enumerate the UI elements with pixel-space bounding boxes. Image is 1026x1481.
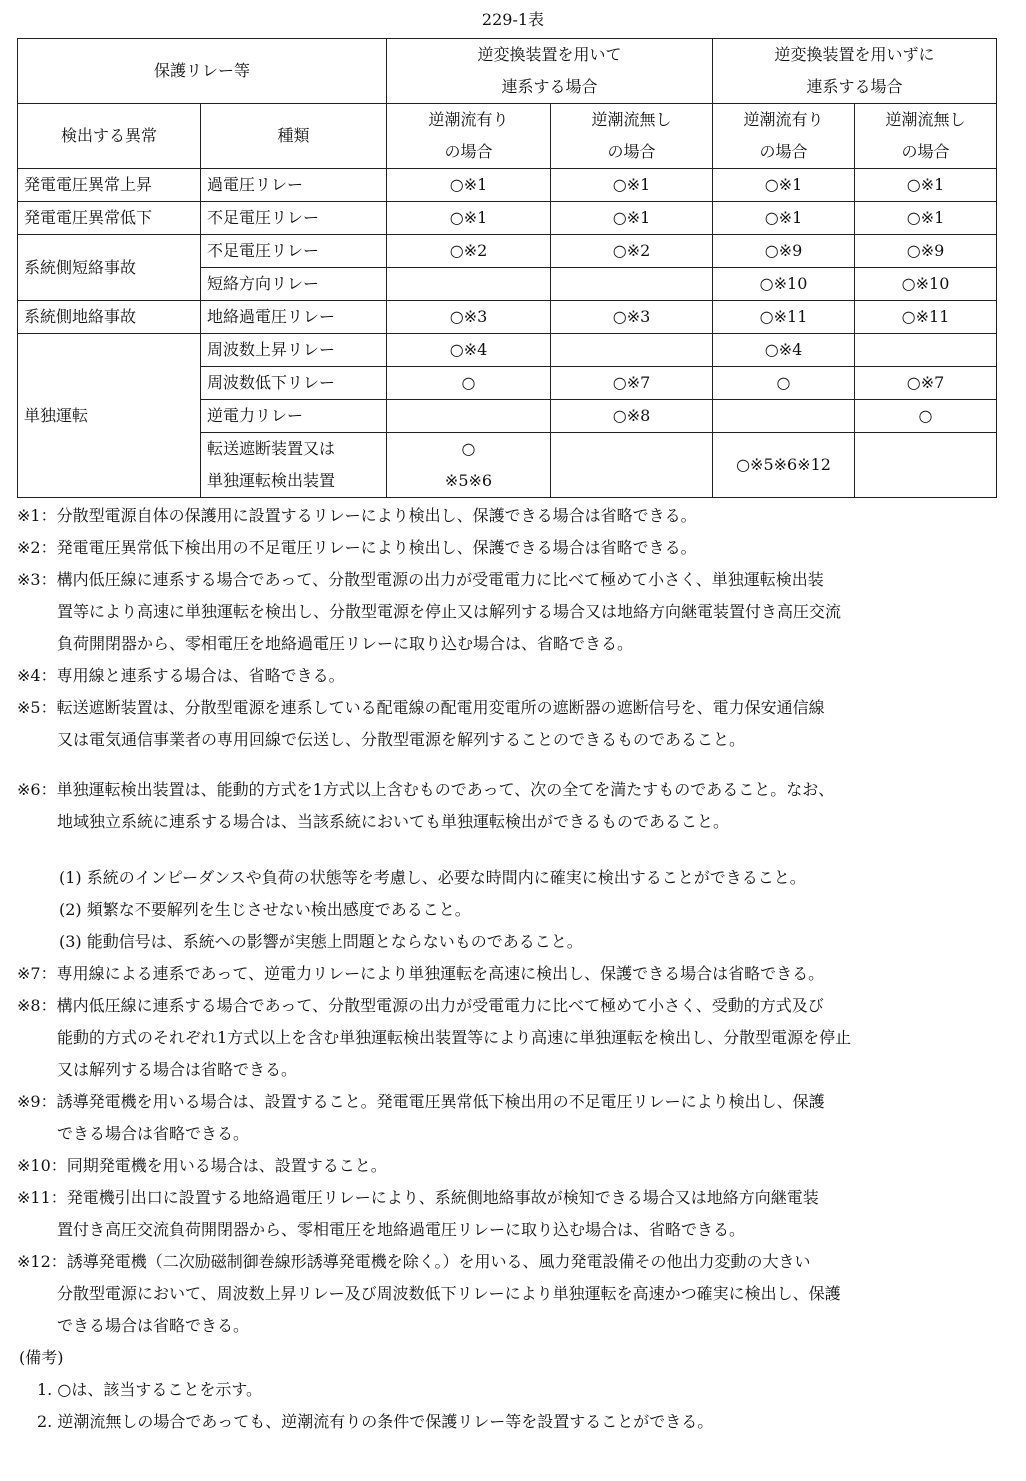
value-cell: ○ ※5※6 xyxy=(387,433,551,498)
note-item: ※2： 発電電圧異常低下検出用の不足電圧リレーにより検出し、保護できる場合は省略できる。 xyxy=(17,538,697,557)
value-cell: ○※1 xyxy=(387,169,551,202)
value-cell: ○※9 xyxy=(713,235,855,268)
subitem: (2) 頻繁な不要解列を生じさせない検出感度であること。 xyxy=(59,900,471,919)
value-cell: ○※1 xyxy=(855,169,997,202)
note-item: ※1： 分散型電源自体の保護用に設置するリレーにより検出し、保護できる場合は省略できる。 xyxy=(17,506,697,525)
note-continuation: 地域独立系統に連系する場合は、当該系統においても単独運転検出ができるものであること。 xyxy=(57,812,730,831)
value-cell: ○※11 xyxy=(855,301,997,334)
table-row xyxy=(18,235,997,268)
remark-item: 1. ○は、該当することを示す。 xyxy=(37,1380,263,1399)
value-cell xyxy=(387,268,551,301)
relay-kind-cell: 不足電圧リレー xyxy=(201,235,387,268)
note-continuation: 又は電気通信事業者の専用回線で伝送し、分散型電源を解列することのできるものであること。 xyxy=(57,730,746,749)
value-cell: ○※1 xyxy=(855,202,997,235)
note-continuation: 又は解列する場合は省略できる。 xyxy=(57,1060,298,1079)
note-item: ※8： 構内低圧線に連系する場合であって、分散型電源の出力が受電電力に比べて極めて小さく、受動的方式及び xyxy=(17,996,824,1015)
table-title: 229-1表 xyxy=(481,10,545,29)
value-cell: ○※4 xyxy=(713,334,855,367)
header-reverse-no: 逆潮流無し の場合 xyxy=(855,104,997,169)
remarks-title: (備考) xyxy=(19,1348,64,1367)
value-cell: ○※1 xyxy=(713,169,855,202)
relay-kind-cell: 周波数上昇リレー xyxy=(201,334,387,367)
value-cell: ○※7 xyxy=(551,367,713,400)
abnormality-cell: 発電電圧異常低下 xyxy=(18,202,201,235)
value-cell xyxy=(855,334,997,367)
relay-kind-cell: 地絡過電圧リレー xyxy=(201,301,387,334)
relay-kind-cell: 過電圧リレー xyxy=(201,169,387,202)
note-continuation: 置付き高圧交流負荷開閉器から、零相電圧を地絡過電圧リレーに取り込む場合は、省略できる。 xyxy=(57,1220,746,1239)
note-continuation: 能動的方式のそれぞれ1方式以上を含む単独運転検出装置等により高速に単独運転を検出し、分散型電源を停止 xyxy=(57,1028,852,1047)
value-cell: ○※2 xyxy=(551,235,713,268)
header-reverse-yes: 逆潮流有り の場合 xyxy=(387,104,551,169)
value-cell: ○※2 xyxy=(387,235,551,268)
note-item: ※3： 構内低圧線に連系する場合であって、分散型電源の出力が受電電力に比べて極めて小さく、単独運転検出装 xyxy=(17,570,824,589)
table-row xyxy=(18,334,997,367)
value-cell: ○※8 xyxy=(551,400,713,433)
note-item: ※12： 誘導発電機（二次励磁制御巻線形誘導発電機を除く。）を用いる、風力発電設備その他出力変動の大きい xyxy=(17,1252,811,1271)
header-reverse-no: 逆潮流無し の場合 xyxy=(551,104,713,169)
header-abnormality: 検出する異常 xyxy=(18,104,201,169)
abnormality-cell: 発電電圧異常上昇 xyxy=(18,169,201,202)
note-continuation: できる場合は省略できる。 xyxy=(57,1316,250,1335)
value-cell xyxy=(551,334,713,367)
note-item: ※4： 専用線と連系する場合は、省略できる。 xyxy=(17,666,345,685)
note-item: ※9： 誘導発電機を用いる場合は、設置すること。発電電圧異常低下検出用の不足電圧リレーにより検出し、保護 xyxy=(17,1092,825,1111)
value-cell xyxy=(855,433,997,498)
value-cell: ○※4 xyxy=(387,334,551,367)
value-cell: ○※3 xyxy=(387,301,551,334)
relay-kind-cell: 周波数低下リレー xyxy=(201,367,387,400)
value-cell xyxy=(713,400,855,433)
relay-kind-cell: 不足電圧リレー xyxy=(201,202,387,235)
note-continuation: 負荷開閉器から、零相電圧を地絡過電圧リレーに取り込む場合は、省略できる。 xyxy=(57,634,634,653)
note-item: ※7： 専用線による連系であって、逆電力リレーにより単独運転を高速に検出し、保護できる場合は省略できる。 xyxy=(17,964,825,983)
value-cell: ○※5※6※12 xyxy=(713,433,855,498)
value-cell: ○※1 xyxy=(387,202,551,235)
table-row xyxy=(18,202,997,235)
remark-item: 2. 逆潮流無しの場合であっても、逆潮流有りの条件で保護リレー等を設置することができる。 xyxy=(37,1412,714,1431)
value-cell: ○ xyxy=(713,367,855,400)
value-cell: ○※1 xyxy=(551,202,713,235)
value-cell: ○ xyxy=(855,400,997,433)
abnormality-cell: 単独運転 xyxy=(18,334,201,498)
note-continuation: できる場合は省略できる。 xyxy=(57,1124,250,1143)
table-row xyxy=(18,169,997,202)
note-continuation: 分散型電源において、周波数上昇リレー及び周波数低下リレーにより単独運転を高速かつ確実に検出し、保護 xyxy=(57,1284,841,1303)
value-cell: ○※1 xyxy=(713,202,855,235)
note-item: ※11： 発電機引出口に設置する地絡過電圧リレーにより、系統側地絡事故が検知できる場合又は地絡方向継電装 xyxy=(17,1188,819,1207)
note-item: ※10： 同期発電機を用いる場合は、設置すること。 xyxy=(17,1156,387,1175)
note-item: ※5： 転送遮断装置は、分散型電源を連系している配電線の配電用変電所の遮断器の遮断信号を、電力保安通信線 xyxy=(17,698,825,717)
abnormality-cell: 系統側短絡事故 xyxy=(18,235,201,301)
value-cell: ○※3 xyxy=(551,301,713,334)
value-cell: ○※11 xyxy=(713,301,855,334)
subitem: (1) 系統のインピーダンスや負荷の状態等を考慮し、必要な時間内に確実に検出することができること。 xyxy=(59,868,806,887)
header-reverse-yes: 逆潮流有り の場合 xyxy=(713,104,855,169)
value-cell: ○※10 xyxy=(855,268,997,301)
note-continuation: 置等により高速に単独運転を検出し、分散型電源を停止又は解列する場合又は地絡方向継電装置付き高圧交流 xyxy=(57,602,842,621)
header-with-inverter: 逆変換装置を用いて 連系する場合 xyxy=(387,39,713,104)
value-cell: ○ xyxy=(387,367,551,400)
value-cell: ○※9 xyxy=(855,235,997,268)
relay-kind-cell: 逆電力リレー xyxy=(201,400,387,433)
note-item: ※6： 単独運転検出装置は、能動的方式を1方式以上含むものであって、次の全てを満たすものであること。なお、 xyxy=(17,780,835,799)
notes-section xyxy=(17,500,1012,1438)
relay-kind-cell: 短絡方向リレー xyxy=(201,268,387,301)
abnormality-cell: 系統側地絡事故 xyxy=(18,301,201,334)
value-cell: ○※1 xyxy=(551,169,713,202)
value-cell xyxy=(387,400,551,433)
header-without-inverter: 逆変換装置を用いずに 連系する場合 xyxy=(713,39,997,104)
value-cell xyxy=(551,433,713,498)
relay-kind-cell: 転送遮断装置又は 単独運転検出装置 xyxy=(201,433,387,498)
header-relay-group: 保護リレー等 xyxy=(18,39,387,104)
value-cell: ○※10 xyxy=(713,268,855,301)
value-cell xyxy=(551,268,713,301)
header-kind: 種類 xyxy=(201,104,387,169)
value-cell: ○※7 xyxy=(855,367,997,400)
protection-relay-table xyxy=(17,38,997,498)
subitem: (3) 能動信号は、系統への影響が実態上問題とならないものであること。 xyxy=(59,932,583,951)
table-row xyxy=(18,301,997,334)
